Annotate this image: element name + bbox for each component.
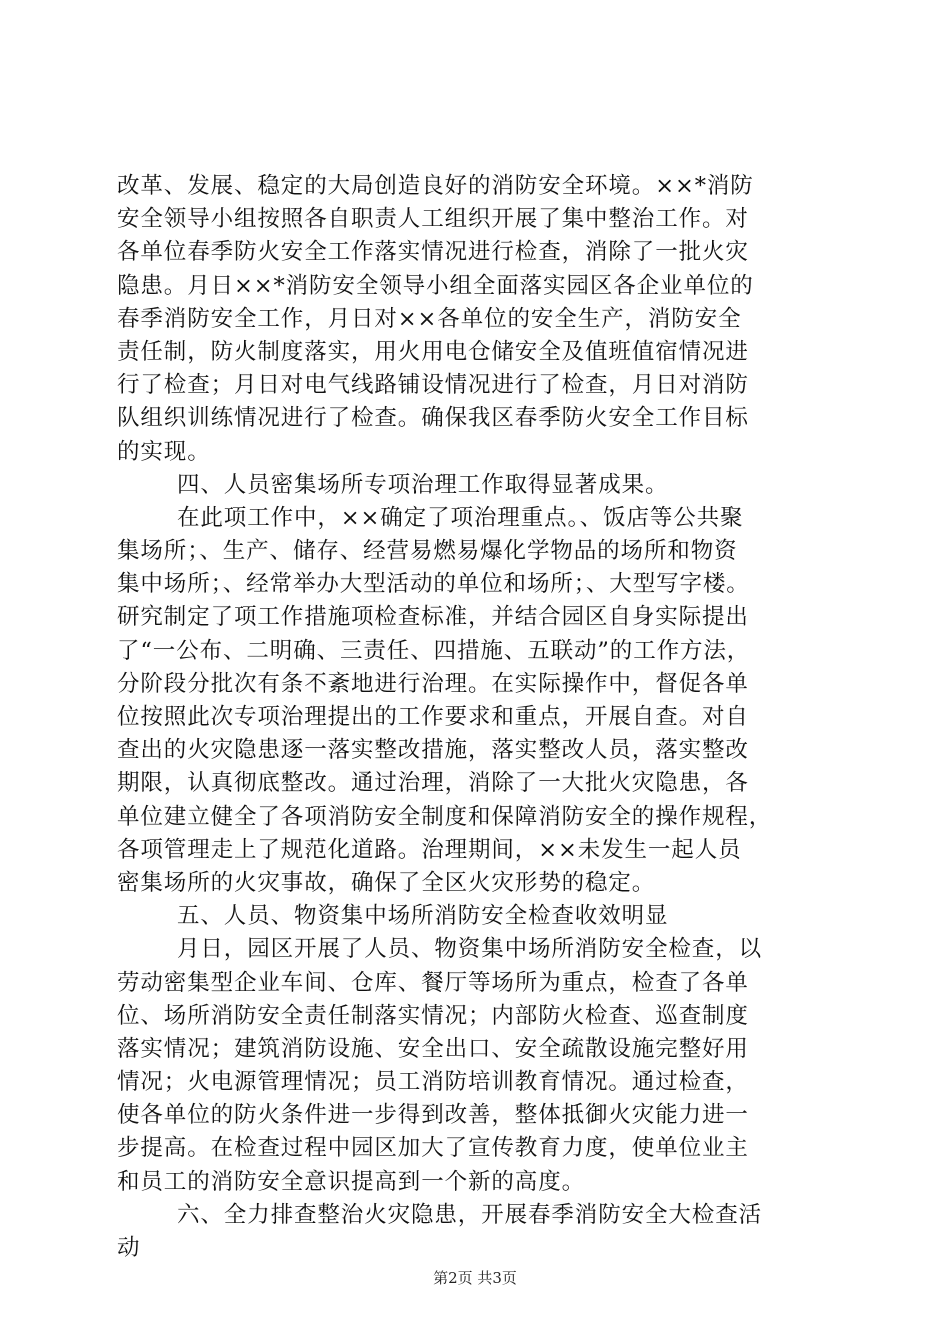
text-line: 研究制定了项工作措施项检查标准，并结合园区自身实际提出	[117, 604, 749, 631]
text-line: 隐患。月日××*消防安全领导小组全面落实园区各企业单位的	[117, 272, 754, 299]
text-line: 队组织训练情况进行了检查。确保我区春季防火安全工作目标	[117, 405, 749, 432]
text-line: 改革、发展、稳定的大局创造良好的消防安全环境。××*消防	[117, 173, 754, 199]
document-body	[117, 170, 833, 1265]
section-heading: 六、全力排查整治火灾隐患，开展春季消防安全大检查活	[177, 1201, 763, 1228]
text-line: 责任制，防火制度落实，用火用电仓储安全及值班值宿情况进	[117, 338, 749, 365]
section-heading: 五、人员、物资集中场所消防安全检查收效明显	[177, 903, 669, 930]
text-line: 集中场所；、经常举办大型活动的单位和场所；、大型写字楼。	[117, 571, 750, 598]
text-line: 情况；火电源管理情况；员工消防培训教育情况。通过检查，	[117, 1069, 749, 1096]
text-line: 步提高。在检查过程中园区加大了宣传教育力度，使单位业主	[117, 1135, 749, 1162]
text-line: 各单位春季防火安全工作落实情况进行检查，消除了一批火灾	[117, 239, 749, 266]
text-line: 密集场所的火灾事故，确保了全区火灾形势的稳定。	[117, 869, 656, 896]
paragraph-start-line: 在此项工作中，××确定了项治理重点。、饭店等公共聚	[177, 504, 744, 531]
text-line: 位按照此次专项治理提出的工作要求和重点，开展自查。对自	[117, 704, 749, 730]
text-line: 位、场所消防安全责任制落实情况；内部防火检查、巡查制度	[117, 1002, 749, 1029]
text-line: 查出的火灾隐患逐一落实整改措施，落实整改人员，落实整改	[117, 737, 749, 764]
text-line: 落实情况；建筑消防设施、安全出口、安全疏散设施完整好用	[117, 1035, 749, 1062]
text-line: 的实现。	[117, 438, 211, 465]
text-line: 各项管理走上了规范化道路。治理期间，××未发生一起人员	[117, 836, 742, 863]
text-line: 行了检查；月日对电气线路铺设情况进行了检查，月日对消防	[117, 372, 749, 399]
text-line: 集场所；、生产、储存、经营易燃易爆化学物品的场所和物资	[117, 538, 738, 565]
paragraph-start-line: 月日，园区开展了人员、物资集中场所消防安全检查，以	[177, 936, 763, 963]
text-line: 动	[117, 1235, 141, 1261]
text-line: 期限，认真彻底整改。通过治理，消除了一大批火灾隐患，各	[117, 770, 749, 797]
text-line: 单位建立健全了各项消防安全制度和保障消防安全的操作规程，	[117, 803, 773, 830]
text-line: 了“一公布、二明确、三责任、四措施、五联动”的工作方法，	[117, 637, 751, 664]
page-footer: 第2页 共3页	[433, 1269, 517, 1287]
text-line: 和员工的消防安全意识提高到一个新的高度。	[117, 1168, 586, 1195]
section-heading: 四、人员密集场所专项治理工作取得显著成果。	[177, 471, 669, 498]
text-line: 安全领导小组按照各自职责人工组织开展了集中整治工作。对	[117, 206, 749, 233]
text-line: 使各单位的防火条件进一步得到改善，整体抵御火灾能力进一	[117, 1102, 749, 1129]
text-line: 春季消防安全工作，月日对××各单位的安全生产，消防安全	[117, 305, 742, 332]
text-line: 劳动密集型企业车间、仓库、餐厅等场所为重点，检查了各单	[117, 969, 749, 996]
text-line: 分阶段分批次有条不紊地进行治理。在实际操作中，督促各单	[117, 670, 749, 697]
